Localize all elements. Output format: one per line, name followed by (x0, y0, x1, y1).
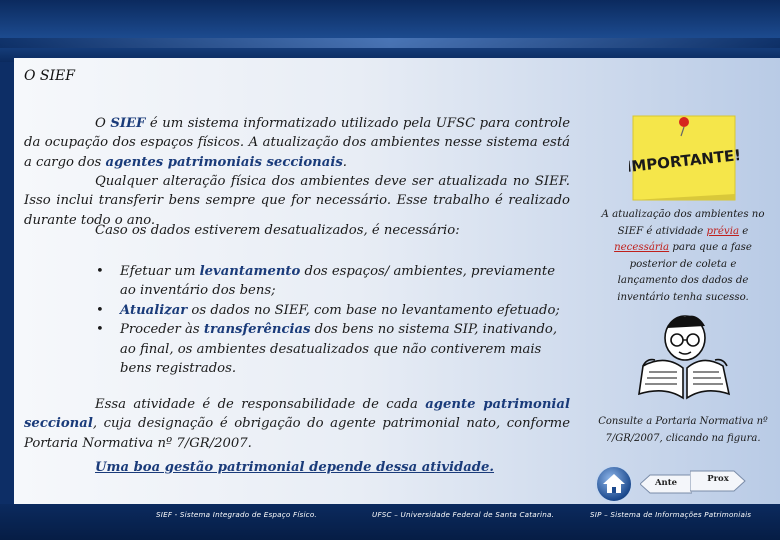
page-title: O SIEF (24, 68, 75, 84)
important-label: IMPORTANTE! (629, 146, 739, 177)
portaria-hint: Consulte a Portaria Normativa nº 7/GR/2007, clicando na figura. (598, 416, 768, 444)
list-item: • Atualizar os dados no SIEF, com base no levantamento efetuado; (96, 302, 560, 318)
intro-paragraph: O SIEF é um sistema informatizado utilizado pela UFSC para controle da ocupação dos espaços físicos. A atualização dos ambientes nesse sistema está a cargo dos agentes patrimoniais seccionais. (24, 116, 570, 170)
header-banner (0, 0, 780, 62)
important-note-image (629, 110, 739, 202)
portaria-image-link[interactable] (625, 308, 749, 404)
home-icon (597, 467, 631, 501)
footer-left-text: SIEF - Sistema Integrado de Espaço Físico. (156, 510, 317, 519)
sidebar-note: A atualização dos ambientes no SIEF é atividade prévia e necessária para que a fase posterior de coleta e lançamento dos dados de inventário tenha sucesso. (601, 209, 765, 303)
change-paragraph: Qualquer alteração física dos ambientes deve ser atualizada no SIEF. Isso inclui transferir bens sempre que for necessário. Esse trabalho é realizado durante todo o ano. (24, 174, 570, 228)
list-item: • Efetuar um levantamento dos espaços/ ambientes, previamente ao inventário dos bens; (96, 264, 556, 299)
action-list (96, 262, 570, 378)
previous-button[interactable] (640, 474, 692, 494)
next-label: Prox (707, 474, 729, 484)
outdated-paragraph: Caso os dados estiverem desatualizados, é necessário: (95, 223, 460, 238)
home-button[interactable] (595, 465, 633, 503)
previous-label: Ante (654, 478, 678, 488)
footer-right-text: SIP – Sistema de Informações Patrimoniais (590, 510, 752, 519)
footer-center-text: UFSC – Universidade Federal de Santa Catarina. (372, 510, 555, 519)
next-button[interactable] (690, 470, 746, 492)
closing-statement: Uma boa gestão patrimonial depende dessa atividade. (95, 460, 495, 475)
list-item: • Proceder às transferências dos bens no sistema SIP, inativando, ao final, os ambientes desatualizados que não contiverem mais bens registrados. (96, 322, 558, 377)
responsibility-paragraph: Essa atividade é de responsabilidade de cada agente patrimonial seccional, cuja designação é obrigação do agente patrimonial nato, conforme Portaria Normativa nº 7/GR/2007. (24, 397, 570, 451)
